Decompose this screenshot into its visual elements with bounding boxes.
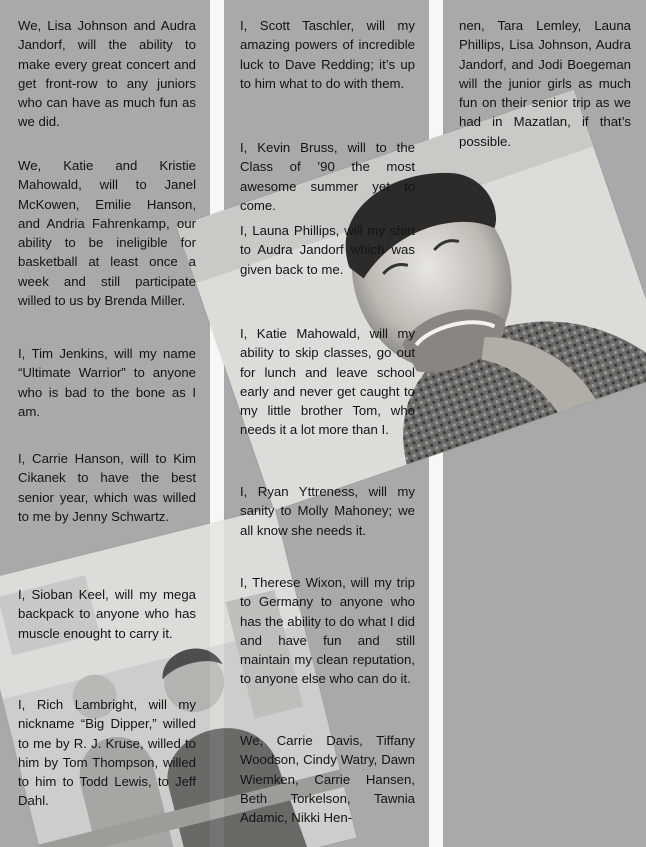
will-entry: I, Ryan Yttreness, will my sanity to Molly Mahoney; we all know she needs it.	[240, 484, 415, 538]
will-entry: I, Tim Jenkins, will my name “Ultimate Warrior” to anyone who is bad to the bone as I am.	[18, 346, 196, 419]
will-entry: I, Sioban Keel, will my mega backpack to anyone who has muscle enought to carry it.	[18, 587, 196, 641]
will-entry: nen, Tara Lemley, Launa Phillips, Lisa Johnson, Audra Jandorf, and Jodi Boegeman will the junior girls as much fun on their senior trip as we had in Mazatlan, if that’s possible.	[459, 18, 631, 149]
will-entry: We, Lisa Johnson and Audra Jandorf, will the ability to make every great concert and get front-row to any juniors who can have as much fun as we did.	[18, 18, 196, 130]
will-entry: We, Carrie Davis, Tiffany Woodson, Cindy Watry, Dawn Wiemken, Carrie Hansen, Beth Torkelson, Tawnia Adamic, Nikki Hen-	[240, 733, 415, 826]
will-entry: I, Rich Lambright, will my nickname “Big Dipper,” willed to me by R. J. Kruse, willed to him by Tom Thompson, willed to him to Todd Lewis, to Jeff Dahl.	[18, 697, 196, 809]
will-entry: We, Katie and Kristie Mahowald, will to Janel McKowen, Emilie Hanson, and Andria Fahrenkamp, our ability to be ineligible for basketball at least once a week and still participate willed to us by Brenda Miller.	[18, 158, 196, 309]
will-entry: I, Kevin Bruss, will to the Class of ’90 the most awesome summer yet to come.	[240, 140, 415, 213]
will-entry: I, Launa Phillips, will my shirt to Audra Jandorf which was given back to me.	[240, 223, 415, 277]
will-entry: I, Carrie Hanson, will to Kim Cikanek to have the best senior year, which was willed to me by Jenny Schwartz.	[18, 451, 196, 524]
will-entry: I, Katie Mahowald, will my ability to skip classes, go out for lunch and leave school early and never get caught to my little brother Tom, who needs it a lot more than I.	[240, 326, 415, 438]
left-text-column	[0, 0, 210, 847]
will-entry: I, Scott Taschler, will my amazing powers of incredible luck to Dave Redding; it’s up to him what to do with them.	[240, 18, 415, 91]
will-entry: I, Therese Wixon, will my trip to Germany to anyone who has the ability to do what I did and have fun and still maintain my clean reputation, to anyone else who can do it.	[240, 575, 415, 687]
